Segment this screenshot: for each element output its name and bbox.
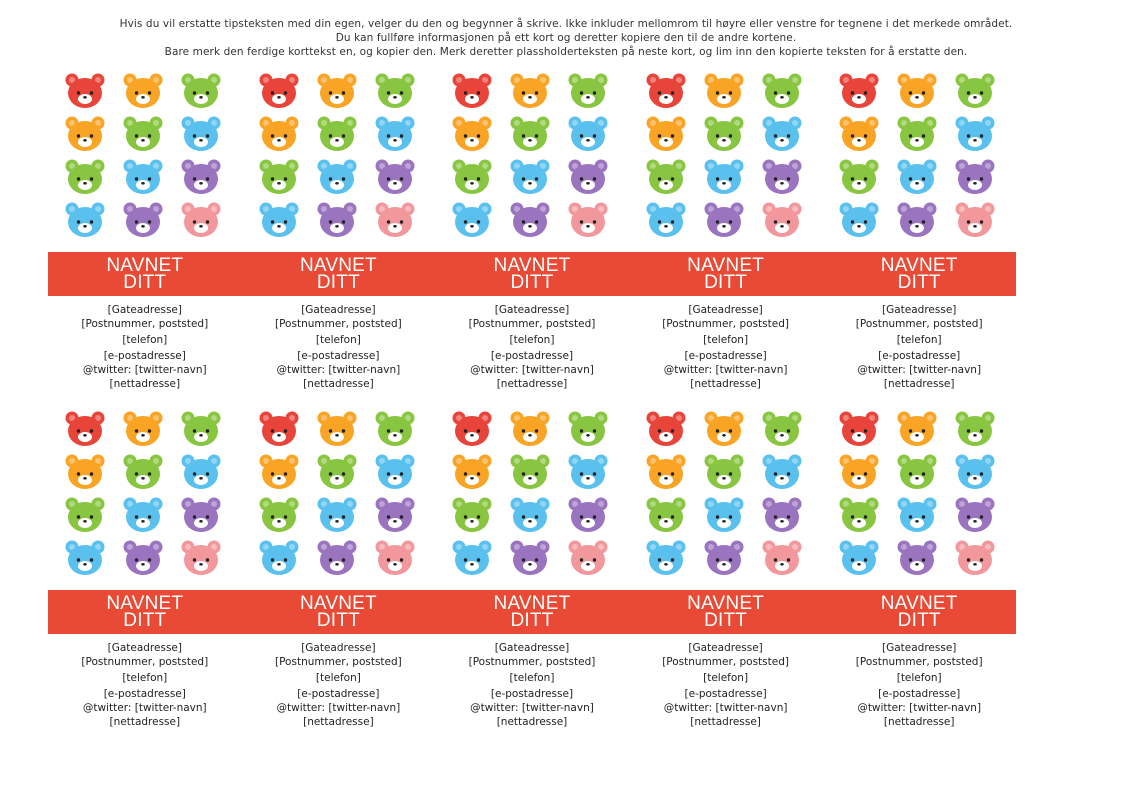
bear-face-icon	[65, 410, 105, 448]
bear-face-icon	[568, 453, 608, 491]
bear-face-icon	[762, 453, 802, 491]
phone-number: [telefon]	[896, 333, 942, 346]
street-address: [Gateadresse]	[881, 642, 957, 654]
twitter-handle: @twitter: [twitter-navn]	[82, 701, 207, 714]
web-address: [nettadresse]	[690, 716, 761, 729]
bear-face-icon	[704, 453, 744, 491]
bear-face-icon	[65, 72, 105, 110]
bear-face-icon	[452, 539, 492, 577]
twitter-handle: @twitter: [twitter-navn]	[82, 363, 207, 376]
postal-code: [Postnummer, poststed]	[81, 656, 209, 669]
bear-face-icon	[646, 453, 686, 491]
bear-face-icon	[704, 201, 744, 239]
contact-info[interactable]	[629, 641, 823, 729]
web-address: [nettadresse]	[883, 716, 955, 729]
bear-pattern	[48, 410, 242, 580]
postal-code: [Postnummer, poststed]	[468, 318, 596, 331]
bear-face-icon	[839, 496, 879, 534]
instruction-line-1: Hvis du vil erstatte tipsteksten med din egen, velger du den og begynner å skrive. Ikke inkluder mellomrom til høyre eller venstre for tegnene i det merkede området.	[119, 18, 1013, 30]
bear-face-icon	[181, 539, 221, 577]
bear-face-icon	[452, 496, 492, 534]
name-line-2: DITT	[316, 272, 360, 293]
street-address: [Gateadresse]	[107, 642, 182, 654]
bear-face-icon	[123, 158, 163, 196]
postal-code: [Postnummer, poststed]	[275, 318, 402, 331]
bear-face-icon	[646, 496, 686, 534]
bear-face-icon	[259, 115, 299, 153]
bear-face-icon	[510, 453, 550, 491]
contact-info[interactable]	[48, 303, 242, 391]
bear-pattern	[242, 410, 436, 580]
bear-face-icon	[375, 115, 415, 153]
bear-face-icon	[839, 115, 879, 153]
bear-face-icon	[839, 158, 879, 196]
bear-face-icon	[123, 115, 163, 153]
bear-face-icon	[646, 72, 686, 110]
bear-face-icon	[259, 539, 299, 577]
web-address: [nettadresse]	[883, 378, 955, 391]
name-line-2: DITT	[510, 610, 554, 631]
bear-face-icon	[897, 410, 937, 448]
bear-face-icon	[897, 115, 937, 153]
contact-info[interactable]	[242, 641, 436, 729]
contact-info[interactable]	[822, 641, 1016, 729]
postal-code: [Postnummer, poststed]	[662, 656, 789, 669]
phone-number: [telefon]	[122, 333, 168, 346]
bear-face-icon	[375, 410, 415, 448]
postal-code: [Postnummer, poststed]	[81, 318, 209, 331]
bear-face-icon	[375, 539, 415, 577]
name-line-2: DITT	[704, 610, 748, 631]
bear-face-icon	[317, 410, 357, 448]
phone-number: [telefon]	[509, 333, 555, 346]
card-name[interactable]	[822, 252, 1016, 296]
bear-face-icon	[317, 496, 357, 534]
contact-info[interactable]	[822, 303, 1016, 391]
bear-face-icon	[897, 453, 937, 491]
bear-face-icon	[762, 496, 802, 534]
bear-face-icon	[839, 539, 879, 577]
bear-face-icon	[510, 72, 550, 110]
contact-info[interactable]	[435, 303, 629, 391]
bear-face-icon	[897, 158, 937, 196]
web-address: [nettadresse]	[109, 378, 181, 391]
bear-face-icon	[568, 72, 608, 110]
postal-code: [Postnummer, poststed]	[275, 656, 402, 669]
contact-info[interactable]	[242, 303, 436, 391]
bear-face-icon	[646, 539, 686, 577]
bear-pattern	[48, 72, 242, 242]
bear-face-icon	[955, 410, 995, 448]
instruction-line-2: Du kan fullføre informasjonen på ett kort og deretter kopiere den til de andre kortene.	[335, 32, 797, 44]
bear-face-icon	[452, 201, 492, 239]
bear-face-icon	[65, 115, 105, 153]
bear-face-icon	[65, 201, 105, 239]
twitter-handle: @twitter: [twitter-navn]	[470, 701, 594, 714]
bear-face-icon	[704, 410, 744, 448]
email-address: [e-postadresse]	[297, 687, 380, 700]
bear-pattern	[629, 72, 823, 242]
bear-face-icon	[646, 115, 686, 153]
bear-pattern-row	[48, 72, 1016, 242]
bear-face-icon	[704, 115, 744, 153]
street-address: [Gateadresse]	[494, 304, 570, 316]
email-address: [e-postadresse]	[490, 349, 574, 362]
street-address: [Gateadresse]	[688, 642, 763, 654]
bear-face-icon	[317, 453, 357, 491]
name-line-1: NAVNET	[493, 255, 571, 276]
card-name[interactable]	[48, 252, 242, 296]
bear-face-icon	[317, 539, 357, 577]
bear-face-icon	[317, 201, 357, 239]
name-line-2: DITT	[897, 272, 941, 293]
email-address: [e-postadresse]	[684, 349, 767, 362]
contact-info[interactable]	[629, 303, 823, 391]
bear-face-icon	[452, 158, 492, 196]
card-name[interactable]	[242, 252, 436, 296]
street-address: [Gateadresse]	[688, 304, 763, 316]
name-line-1: NAVNET	[106, 593, 184, 614]
bear-face-icon	[259, 410, 299, 448]
bear-face-icon	[568, 158, 608, 196]
bear-face-icon	[704, 539, 744, 577]
name-line-1: NAVNET	[106, 255, 184, 276]
bear-face-icon	[510, 115, 550, 153]
bear-face-icon	[568, 410, 608, 448]
phone-number: [telefon]	[703, 333, 749, 346]
bear-face-icon	[839, 410, 879, 448]
card-name[interactable]	[629, 252, 823, 296]
phone-number: [telefon]	[122, 671, 168, 684]
street-address: [Gateadresse]	[881, 304, 957, 316]
bear-face-icon	[646, 158, 686, 196]
bear-face-icon	[839, 72, 879, 110]
name-band	[48, 252, 1016, 296]
bear-face-icon	[181, 72, 221, 110]
bear-face-icon	[955, 201, 995, 239]
name-line-1: NAVNET	[880, 593, 958, 614]
twitter-handle: @twitter: [twitter-navn]	[663, 701, 788, 714]
web-address: [nettadresse]	[303, 716, 374, 729]
bear-face-icon	[259, 72, 299, 110]
phone-number: [telefon]	[896, 671, 942, 684]
name-line-2: DITT	[704, 272, 748, 293]
bear-face-icon	[510, 496, 550, 534]
bear-pattern	[435, 72, 629, 242]
bear-face-icon	[955, 72, 995, 110]
contact-info[interactable]	[48, 641, 242, 729]
bear-face-icon	[181, 201, 221, 239]
street-address: [Gateadresse]	[107, 304, 182, 316]
bear-pattern	[242, 72, 436, 242]
bear-face-icon	[181, 158, 221, 196]
contact-info[interactable]	[435, 641, 629, 729]
bear-pattern	[822, 72, 1016, 242]
name-line-1: NAVNET	[299, 255, 377, 276]
bear-face-icon	[568, 496, 608, 534]
name-line-2: DITT	[123, 272, 167, 293]
bear-face-icon	[259, 158, 299, 196]
instructions	[0, 17, 1132, 59]
bear-face-icon	[568, 115, 608, 153]
bear-face-icon	[704, 72, 744, 110]
name-line-1: NAVNET	[687, 593, 765, 614]
bear-face-icon	[452, 72, 492, 110]
bear-face-icon	[65, 158, 105, 196]
name-line-1: NAVNET	[687, 255, 765, 276]
email-address: [e-postadresse]	[490, 687, 574, 700]
bear-face-icon	[375, 201, 415, 239]
bear-face-icon	[762, 410, 802, 448]
bear-face-icon	[123, 72, 163, 110]
twitter-handle: @twitter: [twitter-navn]	[857, 701, 982, 714]
postal-code: [Postnummer, poststed]	[662, 318, 789, 331]
bear-face-icon	[897, 496, 937, 534]
bear-face-icon	[123, 410, 163, 448]
web-address: [nettadresse]	[690, 378, 761, 391]
bear-face-icon	[181, 496, 221, 534]
bear-face-icon	[762, 539, 802, 577]
bear-face-icon	[375, 158, 415, 196]
bear-face-icon	[568, 539, 608, 577]
card-name[interactable]	[48, 590, 242, 634]
bear-face-icon	[317, 158, 357, 196]
bear-face-icon	[955, 115, 995, 153]
name-line-1: NAVNET	[493, 593, 571, 614]
bear-face-icon	[317, 115, 357, 153]
bear-face-icon	[897, 201, 937, 239]
bear-face-icon	[568, 201, 608, 239]
phone-number: [telefon]	[703, 671, 749, 684]
bear-face-icon	[955, 453, 995, 491]
bear-face-icon	[181, 453, 221, 491]
bear-face-icon	[646, 410, 686, 448]
bear-face-icon	[65, 539, 105, 577]
bear-face-icon	[510, 201, 550, 239]
name-line-2: DITT	[123, 610, 167, 631]
bear-face-icon	[510, 539, 550, 577]
bear-face-icon	[259, 496, 299, 534]
bear-face-icon	[897, 72, 937, 110]
bear-face-icon	[375, 453, 415, 491]
web-address: [nettadresse]	[109, 716, 181, 729]
bear-face-icon	[762, 115, 802, 153]
email-address: [e-postadresse]	[684, 687, 767, 700]
bear-face-icon	[65, 453, 105, 491]
postal-code: [Postnummer, poststed]	[855, 656, 983, 669]
bear-face-icon	[452, 453, 492, 491]
phone-number: [telefon]	[315, 333, 361, 346]
instruction-line-3: Bare merk den ferdige korttekst en, og kopier den. Merk deretter plassholderteksten på neste kort, og lim inn den kopierte teksten for å erstatte den.	[164, 46, 968, 58]
bear-face-icon	[123, 201, 163, 239]
twitter-handle: @twitter: [twitter-navn]	[470, 363, 594, 376]
bear-face-icon	[65, 496, 105, 534]
postal-code: [Postnummer, poststed]	[468, 656, 596, 669]
card-name[interactable]	[822, 590, 1016, 634]
email-address: [e-postadresse]	[103, 349, 186, 362]
bear-pattern	[435, 410, 629, 580]
web-address: [nettadresse]	[303, 378, 374, 391]
bear-pattern	[629, 410, 823, 580]
phone-number: [telefon]	[315, 671, 361, 684]
bear-face-icon	[452, 410, 492, 448]
bear-pattern-row	[48, 410, 1016, 580]
bear-face-icon	[317, 72, 357, 110]
bear-face-icon	[375, 72, 415, 110]
bear-face-icon	[955, 539, 995, 577]
name-line-1: NAVNET	[880, 255, 958, 276]
bear-face-icon	[510, 158, 550, 196]
bear-face-icon	[452, 115, 492, 153]
bear-face-icon	[646, 201, 686, 239]
bear-face-icon	[123, 453, 163, 491]
bear-face-icon	[839, 453, 879, 491]
bear-face-icon	[839, 201, 879, 239]
bear-face-icon	[704, 158, 744, 196]
bear-pattern	[822, 410, 1016, 580]
name-line-1: NAVNET	[299, 593, 377, 614]
bear-face-icon	[123, 539, 163, 577]
card-name[interactable]	[629, 590, 823, 634]
bear-face-icon	[375, 496, 415, 534]
twitter-handle: @twitter: [twitter-navn]	[857, 363, 982, 376]
bear-face-icon	[955, 158, 995, 196]
bear-face-icon	[259, 453, 299, 491]
street-address: [Gateadresse]	[301, 304, 376, 316]
phone-number: [telefon]	[509, 671, 555, 684]
card-name[interactable]	[435, 252, 629, 296]
bear-face-icon	[181, 115, 221, 153]
bear-face-icon	[510, 410, 550, 448]
card-name[interactable]	[435, 590, 629, 634]
twitter-handle: @twitter: [twitter-navn]	[276, 363, 401, 376]
twitter-handle: @twitter: [twitter-navn]	[276, 701, 401, 714]
email-address: [e-postadresse]	[297, 349, 380, 362]
bear-face-icon	[762, 201, 802, 239]
name-line-2: DITT	[316, 610, 360, 631]
email-address: [e-postadresse]	[878, 687, 961, 700]
email-address: [e-postadresse]	[103, 687, 186, 700]
bear-face-icon	[955, 496, 995, 534]
web-address: [nettadresse]	[496, 716, 568, 729]
web-address: [nettadresse]	[496, 378, 568, 391]
bear-face-icon	[897, 539, 937, 577]
street-address: [Gateadresse]	[494, 642, 570, 654]
bear-face-icon	[762, 158, 802, 196]
bear-face-icon	[259, 201, 299, 239]
bear-face-icon	[762, 72, 802, 110]
name-line-2: DITT	[510, 272, 554, 293]
twitter-handle: @twitter: [twitter-navn]	[663, 363, 788, 376]
street-address: [Gateadresse]	[301, 642, 376, 654]
email-address: [e-postadresse]	[878, 349, 961, 362]
bear-face-icon	[704, 496, 744, 534]
postal-code: [Postnummer, poststed]	[855, 318, 983, 331]
bear-face-icon	[123, 496, 163, 534]
card-name[interactable]	[242, 590, 436, 634]
bear-face-icon	[181, 410, 221, 448]
name-line-2: DITT	[897, 610, 941, 631]
name-band	[48, 590, 1016, 634]
